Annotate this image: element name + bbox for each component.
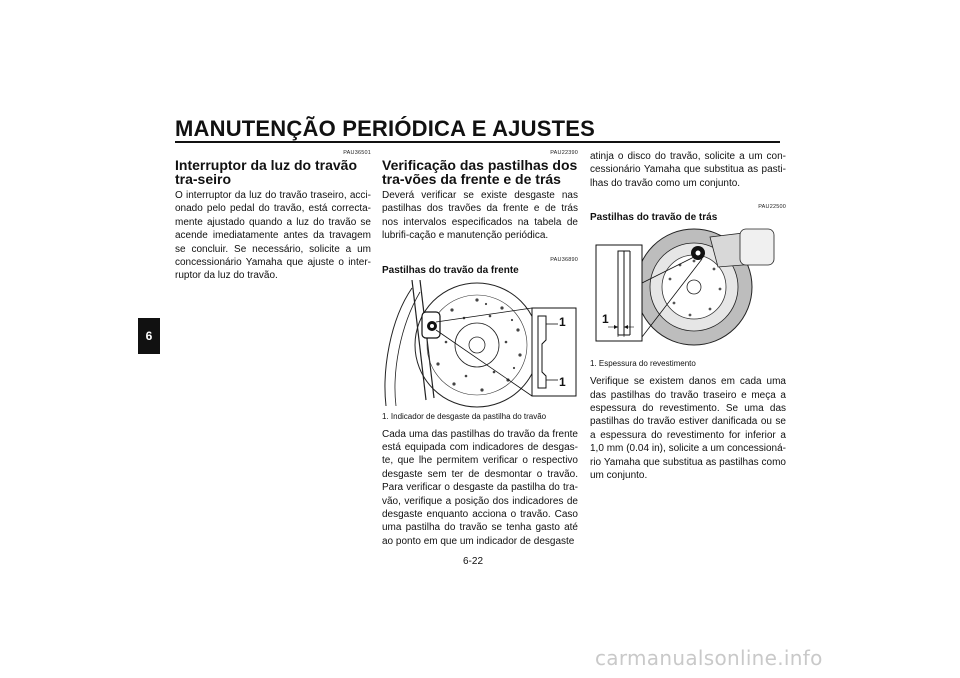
subsection-heading-front-pads: Pastilhas do travão da frente (382, 264, 519, 276)
rear-brake-figure (590, 227, 786, 355)
section-text: Cada uma das pastilhas do travão da frente está equipada com indicadores de desgas-te, que lhe permitem verificar o respectivo desgaste sem ter de desmontar o travão. Para verificar o desgaste da pastilha do tra-vão, verifique a posição dos indicadores de desgaste enquanto acciona o travão. Caso uma pastilha do travão se tenha gasto até ao ponto em que um indicador de desgaste (382, 428, 578, 547)
figure-caption: 1. Espessura do revestimento (590, 359, 696, 369)
chapter-tab: 6 (138, 318, 160, 354)
column-3 (590, 150, 786, 482)
section-text: Deverá verificar se existe desgaste nas pastilhas dos travões da frente e de trás nos intervalos especificados na tabela de lubrifi-cação e manutenção periódica. (382, 190, 578, 242)
subsection-code: PAU22500 (758, 204, 786, 211)
column-1 (175, 150, 371, 283)
section-text: Verifique se existem danos em cada uma das pastilhas do travão traseiro e meça a espessura do revestimento. Se uma das pastilhas do travão estiver danificada ou se a espessura do revestimento for inferior a 1,0 mm (0.04 in), solicite a um concessioná-rio Yamaha que substitua as pastilhas como um conjunto. (590, 376, 786, 482)
front-brake-figure (382, 280, 578, 408)
watermark[interactable]: carmanualsonline.info (595, 646, 823, 670)
subsection-heading-rear-pads: Pastilhas do travão de trás (590, 212, 718, 224)
section-heading-brake-light-switch: Interruptor da luz do travão tra-seiro (175, 157, 358, 187)
column-2 (382, 150, 578, 548)
figure-label: 1 (559, 374, 566, 389)
figure-caption: 1. Indicador de desgaste da pastilha do travão (382, 411, 547, 421)
section-code: PAU22390 (550, 150, 578, 156)
subsection-code: PAU36890 (550, 256, 578, 263)
section-text: O interruptor da luz do travão traseiro, acci-onado pelo pedal do travão, está correcta-mente ajustado quando a luz do travão se acende imediatamente antes da travagem se concluir. Se necessário, solicite a um concessionário Yamaha que ajuste o inter-ruptor da luz do travão. (175, 190, 371, 282)
page-title: MANUTENÇÃO PERIÓDICA E AJUSTES (175, 116, 595, 141)
section-heading-brake-pads: Verificação das pastilhas dos tra-vões da frente e de trás (382, 157, 578, 187)
section-text: atinja o disco do travão, solicite a um con-cessionário Yamaha que substitua as pasti-lhas do travão como um conjunto. (590, 151, 786, 189)
figure-label: 1 (559, 314, 566, 329)
page-number: 6-22 (463, 556, 484, 567)
section-code: PAU36501 (343, 150, 371, 156)
figure-label: 1 (602, 312, 609, 327)
title-rule (175, 141, 780, 143)
